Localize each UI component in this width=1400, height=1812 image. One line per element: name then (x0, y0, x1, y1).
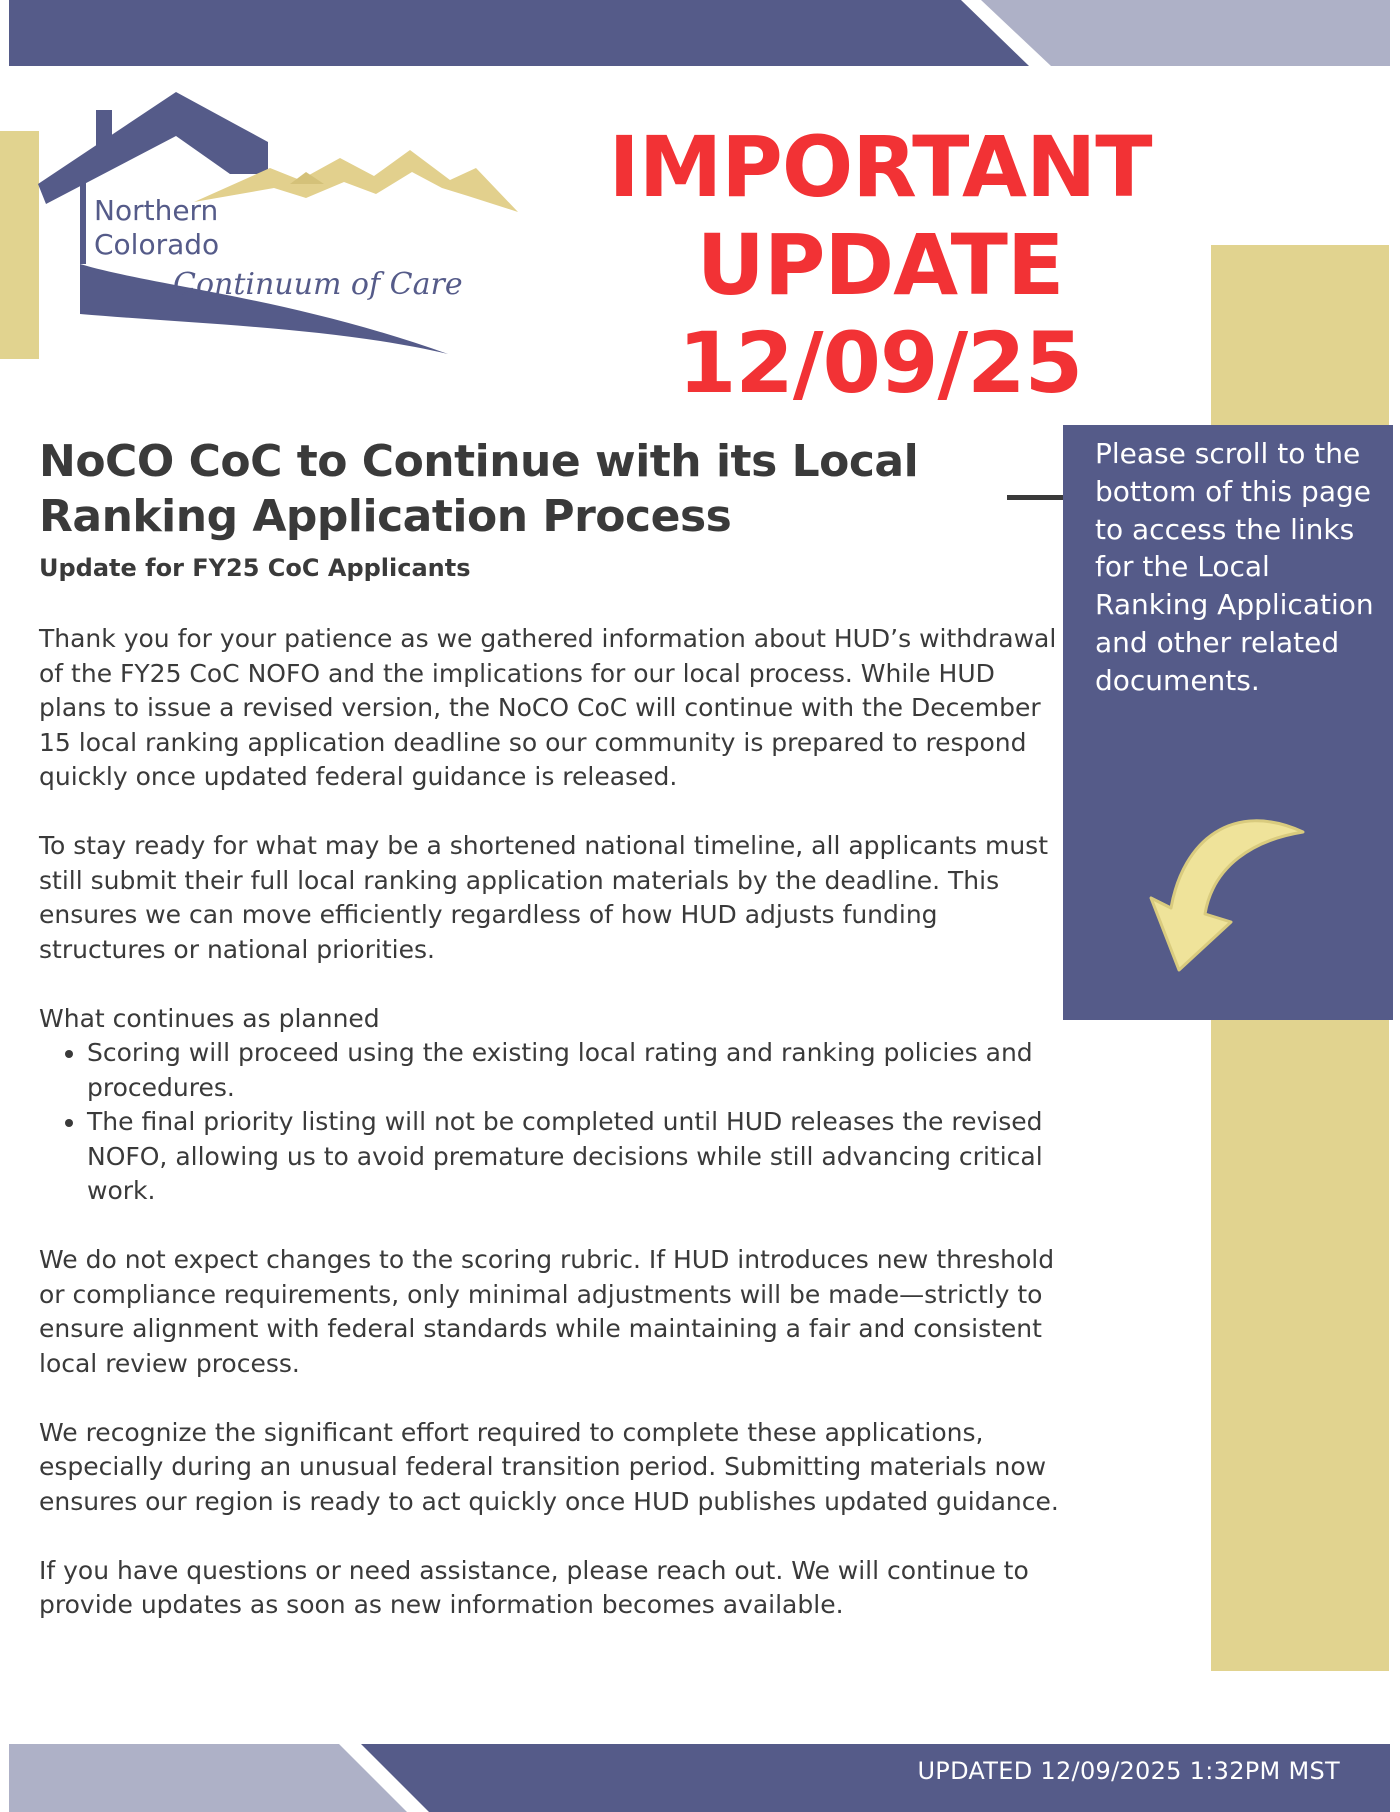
logo-graphic (38, 92, 578, 362)
body-paragraph-1: Thank you for your patience as we gathered information about HUD’s withdrawal of the FY25 CoC NOFO and the implications for our local process. While HUD plans to issue a revised version, the NoCO CoC will continue with the December 15 local ranking application deadline so our community is prepared to respond quickly once updated federal guidance is released. (39, 624, 1057, 791)
list-item: • The final priority listing will not be completed until HUD releases the revised NOFO, allowing us to avoid premature decisions while still advancing critical work. (87, 1105, 1069, 1209)
headline-line-2: UPDATE (696, 216, 1064, 314)
top-banner-dark (9, 0, 1029, 66)
logo-text-continuum: Continuum of Care (173, 267, 463, 302)
bottom-banner-light (9, 1744, 407, 1812)
org-logo (38, 92, 578, 362)
title-connector-line (1007, 495, 1063, 500)
curved-arrow-icon (1113, 780, 1313, 980)
important-update-headline (560, 118, 1200, 412)
body-paragraph-3: We do not expect changes to the scoring rubric. If HUD introduces new threshold or compliance requirements, only minimal adjustments will be made—strictly to ensure alignment with federal standards while maintaining a fair and consistent local review process. (39, 1245, 1055, 1378)
callout-text: Please scroll to the bottom of this page to access the links for the Local Ranking Application and other related documents. (1095, 437, 1374, 697)
list-heading: What continues as planned (39, 1003, 380, 1033)
logo-text-colorado: Colorado (94, 228, 220, 261)
headline-line-3: 12/09/25 (677, 314, 1083, 412)
list-item: • Scoring will proceed using the existing local rating and ranking policies and procedures. (87, 1036, 1069, 1105)
headline-line-1: IMPORTANT (608, 118, 1152, 216)
body-paragraph-4: We recognize the significant effort required to complete these applications, especially during an unusual federal transition period. Submitting materials now ensures our region is ready to act quickly once HUD publishes updated guidance. (39, 1417, 1059, 1516)
planned-items-list (39, 1036, 1069, 1209)
page-title: NoCO CoC to Continue with its Local Ranking Application Process (39, 436, 919, 542)
updated-timestamp: UPDATED 12/09/2025 1:32PM MST (917, 1757, 1340, 1785)
left-accent-bar (0, 131, 39, 359)
scroll-callout (1063, 425, 1393, 1020)
page-subtitle: Update for FY25 CoC Applicants (39, 554, 471, 582)
logo-text-northern: Northern (94, 194, 219, 227)
top-banner-shapes (9, 0, 1390, 66)
arrow-shape (1151, 821, 1303, 970)
logo-wall (80, 174, 86, 264)
top-banner (9, 0, 1390, 66)
body-paragraph-5: If you have questions or need assistance, please reach out. We will continue to provide updates as soon as new information becomes available. (39, 1555, 1029, 1619)
update-body (39, 622, 1069, 1657)
logo-chimney (96, 110, 112, 152)
body-paragraph-2: To stay ready for what may be a shortened national timeline, all applicants must still submit their full local ranking application materials by the deadline. This ensures we can move efficiently regardless of how HUD adjusts funding structures or national priorities. (39, 831, 1048, 964)
